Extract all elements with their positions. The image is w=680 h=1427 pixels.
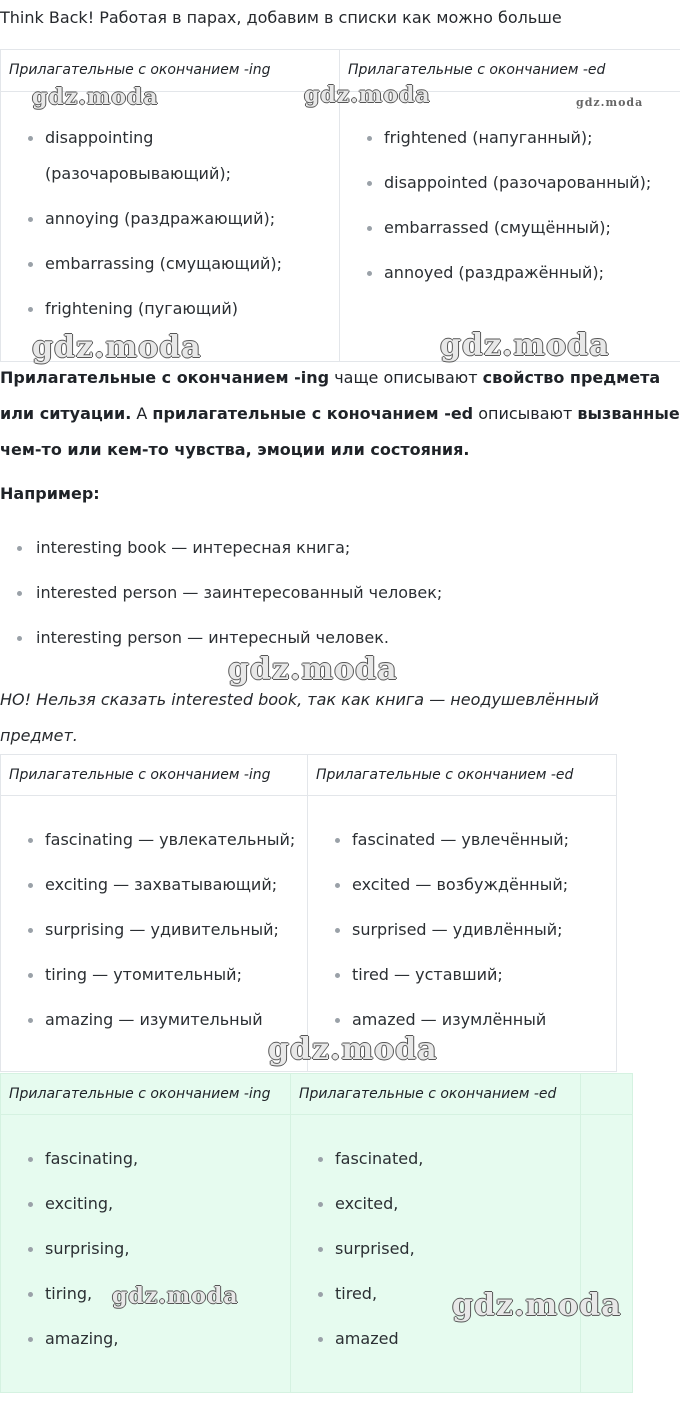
table3-ed-cell (291, 1115, 581, 1393)
explanation-property-bold: свойство предмета или ситуации. (0, 368, 661, 423)
list-item: surprising — удивительный; (1, 912, 307, 948)
watermark: gdz.moda (440, 328, 610, 363)
watermark: gdz.moda (268, 1032, 438, 1067)
watermark: gdz.moda (32, 84, 159, 110)
explanation-ed-bold: прилагательные с коночанием -ed (152, 404, 474, 423)
adjectives-table-2 (0, 754, 617, 1072)
list-item: amazed (291, 1321, 580, 1357)
table3-empty-header (581, 1074, 633, 1115)
list-item: excited, (291, 1186, 580, 1222)
watermark: gdz.moda (452, 1288, 622, 1323)
watermark: gdz.moda (32, 330, 202, 365)
table2-header-ed: Прилагательные с окончанием -ed (308, 755, 617, 796)
list-item: frightening (пугающий) (1, 291, 339, 327)
list-item: interested person — заинтересованный человек; (0, 575, 442, 611)
explanation-text: чаще описывают (329, 368, 483, 387)
list-item: tiring, (1, 1276, 290, 1312)
list-item: amazing — изумительный (1, 1002, 307, 1038)
table3-empty-cell (581, 1115, 633, 1393)
list-item: tired, (291, 1276, 580, 1312)
table2-ed-cell (308, 796, 617, 1072)
note-text: НО! Нельзя сказать interested book, так как книга — неодушевлённый предмет. (0, 690, 599, 745)
list-item: surprised — удивлённый; (308, 912, 616, 948)
watermark: gdz.moda (576, 96, 644, 109)
table3-header-ed: Прилагательные с окончанием -ed (291, 1074, 581, 1115)
list-item: fascinated, (291, 1141, 580, 1177)
list-item: fascinating, (1, 1141, 290, 1177)
list-item: disappointed (разочарованный); (340, 165, 680, 201)
list-item: frightened (напуганный); (340, 120, 680, 156)
adjectives-table-3 (0, 1073, 633, 1393)
table2-ing-cell (1, 796, 308, 1072)
list-item: interesting book — интересная книга; (0, 530, 442, 566)
watermark: gdz.moda (228, 652, 398, 687)
list-item: tiring — утомительный; (1, 957, 307, 993)
list-item: annoyed (раздражённый); (340, 255, 680, 291)
table3-ing-cell (1, 1115, 291, 1393)
watermark: gdz.moda (304, 82, 431, 108)
intro-text: Think Back! Работая в парах, добавим в списки как можно больше (0, 8, 562, 27)
list-item: exciting — захватывающий; (1, 867, 307, 903)
list-item: annoying (раздражающий); (1, 201, 339, 237)
explanation-feelings-bold: вызванные чем-то или кем-то чувства, эмоции или состояния. (0, 404, 680, 459)
explanation-text: описывают (473, 404, 578, 423)
list-item: fascinated — увлечённый; (308, 822, 616, 858)
table1-ed-cell (340, 92, 680, 362)
list-item: embarrassing (смущающий); (1, 246, 339, 282)
list-item: fascinating — увлекательный; (1, 822, 307, 858)
list-item: surprising, (1, 1231, 290, 1267)
adjectives-table-1 (0, 49, 680, 362)
list-item: exciting, (1, 1186, 290, 1222)
explanation-text: А (131, 404, 153, 423)
table1-header-ed: Прилагательные с окончанием -ed (340, 50, 680, 92)
list-item: tired — уставший; (308, 957, 616, 993)
explanation-ing-bold: Прилагательные с окончанием -ing (0, 368, 330, 387)
explanation-paragraph (0, 360, 680, 468)
examples-list (0, 530, 442, 665)
table1-ing-cell (1, 92, 340, 362)
table2-header-ing: Прилагательные с окончанием -ing (1, 755, 308, 796)
list-item: interesting person — интересный человек. (0, 620, 442, 656)
table1-header-ing: Прилагательные с окончанием -ing (1, 50, 340, 92)
table3-header-ing: Прилагательные с окончанием -ing (1, 1074, 291, 1115)
example-label: Например: (0, 484, 100, 503)
list-item: amazed — изумлённый (308, 1002, 616, 1038)
list-item: surprised, (291, 1231, 580, 1267)
list-item: excited — возбуждённый; (308, 867, 616, 903)
watermark: gdz.moda (112, 1283, 239, 1309)
list-item: embarrassed (смущённый); (340, 210, 680, 246)
list-item: disappointing (разочаровывающий); (1, 120, 285, 192)
list-item: amazing, (1, 1321, 290, 1357)
